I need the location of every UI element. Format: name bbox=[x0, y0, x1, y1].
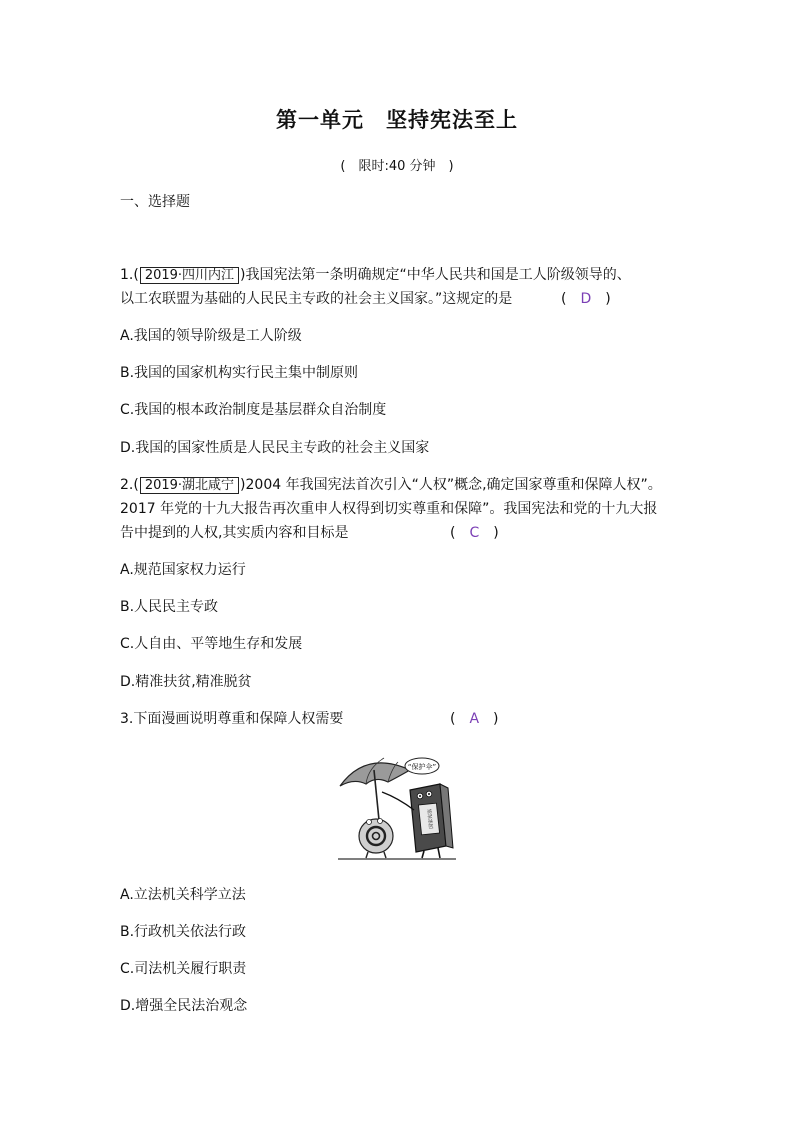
option-d: D.我国的国家性质是人民民主专政的社会主义国家 bbox=[120, 440, 430, 456]
title-unit: 第一单元 bbox=[276, 107, 364, 132]
cartoon-image bbox=[336, 752, 458, 862]
answer-letter: D bbox=[580, 291, 592, 307]
cartoon-book-text: 国家宪法 bbox=[426, 808, 436, 830]
option-b: B.人民民主专政 bbox=[120, 599, 219, 615]
question-source-badge: 2019·湖北咸宁 bbox=[140, 477, 239, 494]
question-2-line-3: 告中提到的人权,其实质内容和目标是 bbox=[120, 525, 349, 541]
question-text: 以工农联盟为基础的人民民主专政的社会主义国家。”这规定的是 bbox=[120, 291, 513, 307]
option-a: A.我国的领导阶级是工人阶级 bbox=[120, 328, 302, 344]
option-c: C.我国的根本政治制度是基层群众自治制度 bbox=[120, 402, 387, 418]
answer-letter: C bbox=[469, 525, 480, 541]
option-d: D.增强全民法治观念 bbox=[120, 998, 248, 1014]
option-c: C.人自由、平等地生存和发展 bbox=[120, 636, 303, 652]
page-title bbox=[0, 104, 794, 134]
option-d: D.精准扶贫,精准脱贫 bbox=[120, 674, 252, 690]
option-a: A.立法机关科学立法 bbox=[120, 887, 246, 903]
umbrella-cartoon-icon bbox=[336, 752, 458, 862]
question-number: 2. bbox=[120, 477, 134, 493]
question-number: 1. bbox=[120, 267, 134, 283]
question-1-line-1: 1.( 2019·四川内江 )我国宪法第一条明确规定“中华人民共和国是工人阶级领导的、 bbox=[120, 267, 631, 283]
question-text: 下面漫画说明尊重和保障人权需要 bbox=[133, 711, 344, 727]
question-text: 2004 年我国宪法首次引入“人权”概念,确定国家尊重和保障人权”。 bbox=[245, 477, 662, 493]
answer-bracket: ( D ) bbox=[561, 291, 611, 307]
option-c: C.司法机关履行职责 bbox=[120, 961, 247, 977]
question-2-line-2: 2017 年党的十九大报告再次重申人权得到切实尊重和保障”。我国宪法和党的十九大报 bbox=[120, 501, 658, 517]
question-number: 3. bbox=[120, 711, 134, 727]
answer-bracket: ( A ) bbox=[450, 711, 499, 727]
answer-letter: A bbox=[469, 711, 480, 727]
question-2-line-1: 2.( 2019·湖北咸宁 )2004 年我国宪法首次引入“人权”概念,确定国家尊重和保障人权”。 bbox=[120, 477, 662, 493]
option-b: B.行政机关依法行政 bbox=[120, 924, 247, 940]
option-b: B.我国的国家机构实行民主集中制原则 bbox=[120, 365, 359, 381]
cartoon-sign-text: “保护伞” bbox=[407, 763, 437, 771]
time-limit: ( 限时:40 分钟 ) bbox=[340, 159, 454, 174]
question-1-line-2 bbox=[120, 290, 512, 308]
question-text: 我国宪法第一条明确规定“中华人民共和国是工人阶级领导的、 bbox=[245, 267, 631, 283]
option-a: A.规范国家权力运行 bbox=[120, 562, 246, 578]
title-theme: 坚持宪法至上 bbox=[386, 107, 518, 132]
question-3-line-1 bbox=[120, 710, 343, 728]
section-heading: 一、选择题 bbox=[120, 194, 190, 210]
answer-bracket: ( C ) bbox=[450, 525, 499, 541]
question-source-badge: 2019·四川内江 bbox=[140, 267, 239, 284]
